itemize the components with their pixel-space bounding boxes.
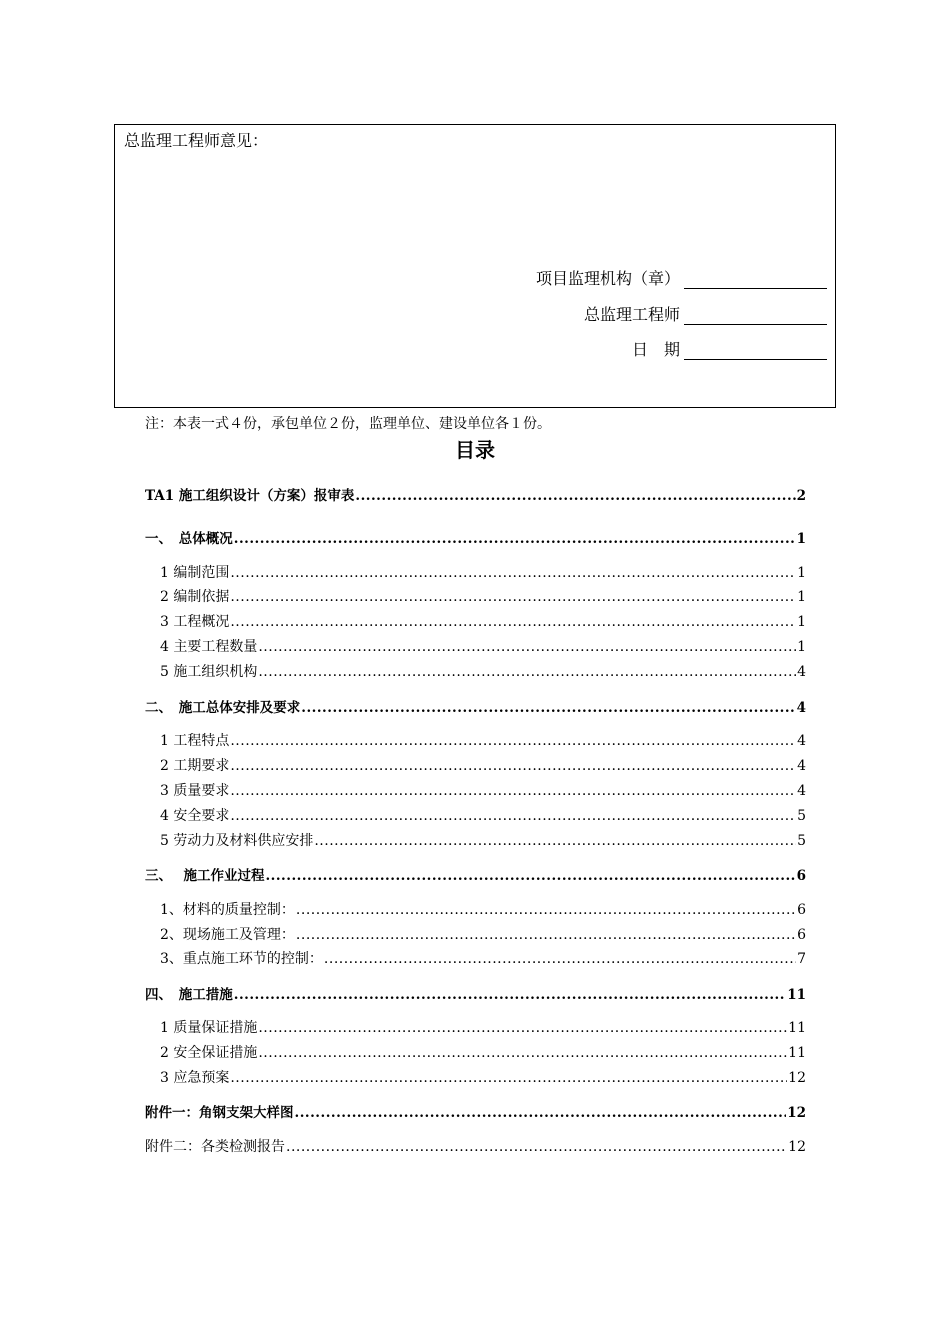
toc-entry[interactable] bbox=[160, 780, 806, 800]
date-label: 日 期 bbox=[631, 340, 680, 359]
toc-page-number: 11 bbox=[788, 1045, 806, 1061]
form-note: 注：本表一式４份，承包单位２份，监理单位、建设单位各１份。 bbox=[145, 416, 551, 432]
toc-leader bbox=[258, 639, 796, 655]
toc-leader bbox=[230, 589, 796, 605]
toc-page-number: 2 bbox=[796, 488, 806, 504]
toc-leader bbox=[314, 833, 796, 849]
toc-page-number: 6 bbox=[797, 902, 806, 918]
toc-page-number: 11 bbox=[787, 987, 806, 1003]
toc-page-number: 5 bbox=[797, 833, 806, 849]
toc-entry[interactable] bbox=[160, 899, 806, 919]
toc-page-number: 6 bbox=[796, 868, 806, 884]
toc-leader bbox=[296, 902, 796, 918]
toc-entry[interactable] bbox=[160, 586, 806, 606]
supervision-org-label: 项目监理机构（章） bbox=[535, 269, 680, 288]
toc-entry[interactable] bbox=[160, 636, 806, 656]
toc-entry[interactable] bbox=[160, 730, 806, 750]
toc-leader bbox=[234, 531, 796, 547]
toc-entry[interactable] bbox=[160, 830, 806, 850]
toc-entry[interactable] bbox=[160, 661, 806, 681]
toc-entry[interactable] bbox=[160, 755, 806, 775]
toc-leader bbox=[301, 700, 795, 716]
toc-entry-label: 3 质量要求 bbox=[160, 783, 230, 799]
toc-page-number: 4 bbox=[796, 700, 806, 716]
toc-entry-label: 1 工程特点 bbox=[160, 733, 230, 749]
toc-entry-label: 4 安全要求 bbox=[160, 808, 230, 824]
chief-engineer-opinion-box bbox=[114, 124, 836, 408]
toc-entry-label: TA1 施工组织设计（方案）报审表 bbox=[145, 488, 355, 504]
toc-page-number: 4 bbox=[797, 783, 806, 799]
toc-page-number: 11 bbox=[788, 1020, 806, 1036]
toc-page-number: 1 bbox=[797, 589, 806, 605]
toc-entry-label: 5 劳动力及材料供应安排 bbox=[160, 833, 314, 849]
toc-entry[interactable] bbox=[160, 1067, 806, 1087]
toc-entry[interactable] bbox=[160, 1042, 806, 1062]
toc-page-number: 12 bbox=[787, 1105, 806, 1121]
toc-entry-label: 附件二：各类检测报告 bbox=[145, 1139, 285, 1155]
toc-entry-label: 1、材料的质量控制： bbox=[160, 902, 295, 918]
opinion-title: 总监理工程师意见： bbox=[124, 131, 269, 150]
toc-entry-label: 3 应急预案 bbox=[160, 1070, 230, 1086]
toc-page-number: 1 bbox=[796, 531, 806, 547]
toc-page-number: 4 bbox=[797, 758, 806, 774]
toc-leader bbox=[355, 488, 795, 504]
toc-entry-label: 一、 总体概况 bbox=[145, 531, 233, 547]
toc-leader bbox=[234, 987, 786, 1003]
toc-page-number: 1 bbox=[797, 639, 806, 655]
toc-entry-label: 1 编制范围 bbox=[160, 565, 230, 581]
toc-leader bbox=[258, 1045, 787, 1061]
toc-entry-label: 2 工期要求 bbox=[160, 758, 230, 774]
toc-entry-label: 四、 施工措施 bbox=[145, 987, 233, 1003]
toc-leader bbox=[230, 733, 796, 749]
toc-entry-label: 1 质量保证措施 bbox=[160, 1020, 258, 1036]
date-blank bbox=[684, 342, 827, 360]
toc-leader bbox=[258, 664, 796, 680]
toc-entry[interactable] bbox=[145, 527, 806, 547]
toc-page-number: 1 bbox=[797, 614, 806, 630]
toc-page-number: 5 bbox=[797, 808, 806, 824]
toc-entry[interactable] bbox=[160, 1017, 806, 1037]
toc-entry-label: 5 施工组织机构 bbox=[160, 664, 258, 680]
toc-entry-label: 附件一：角钢支架大样图 bbox=[145, 1105, 294, 1121]
toc-entry[interactable] bbox=[160, 805, 806, 825]
toc-entry[interactable] bbox=[160, 562, 806, 582]
date-signature bbox=[632, 337, 827, 360]
toc-page-number: 6 bbox=[797, 927, 806, 943]
toc-leader bbox=[286, 1139, 787, 1155]
toc-leader bbox=[230, 565, 796, 581]
toc-entry-label: 3 工程概况 bbox=[160, 614, 230, 630]
toc-page-number: 4 bbox=[797, 733, 806, 749]
toc-page-number: 4 bbox=[797, 664, 806, 680]
toc-entry[interactable] bbox=[145, 1101, 806, 1121]
toc-entry-label: 三、 施工作业过程 bbox=[145, 868, 265, 884]
toc-entry-label: 2 编制依据 bbox=[160, 589, 230, 605]
toc-leader bbox=[230, 783, 796, 799]
chief-engineer-signature bbox=[584, 302, 827, 325]
chief-engineer-label: 总监理工程师 bbox=[583, 305, 680, 324]
toc-leader bbox=[230, 808, 796, 824]
supervision-org-signature bbox=[536, 266, 827, 289]
chief-engineer-blank bbox=[684, 307, 827, 325]
toc-entry-label: 4 主要工程数量 bbox=[160, 639, 258, 655]
toc-entry[interactable] bbox=[145, 484, 806, 504]
toc-entry[interactable] bbox=[145, 864, 806, 884]
toc-page-number: 1 bbox=[797, 565, 806, 581]
toc-entry-label: 2、现场施工及管理： bbox=[160, 927, 295, 943]
supervision-org-blank bbox=[684, 271, 827, 289]
toc-entry[interactable] bbox=[160, 611, 806, 631]
toc-leader bbox=[258, 1020, 787, 1036]
toc-title: 目录 bbox=[455, 438, 495, 462]
toc-entry[interactable] bbox=[145, 696, 806, 716]
toc-leader bbox=[265, 868, 795, 884]
toc-entry-label: 3、重点施工环节的控制： bbox=[160, 951, 323, 967]
toc-page-number: 12 bbox=[788, 1070, 806, 1086]
toc-leader bbox=[230, 1070, 787, 1086]
toc-leader bbox=[230, 758, 796, 774]
toc-leader bbox=[230, 614, 796, 630]
toc-leader bbox=[296, 927, 796, 943]
toc-page-number: 12 bbox=[788, 1139, 806, 1155]
toc-entry[interactable] bbox=[145, 1136, 806, 1156]
toc-entry-label: 2 安全保证措施 bbox=[160, 1045, 258, 1061]
toc-leader bbox=[295, 1105, 787, 1121]
toc-leader bbox=[324, 951, 796, 967]
toc-entry[interactable] bbox=[160, 924, 806, 944]
toc-page-number: 7 bbox=[797, 951, 806, 967]
toc-entry[interactable] bbox=[160, 948, 806, 968]
toc-entry[interactable] bbox=[145, 983, 806, 1003]
toc-entry-label: 二、 施工总体安排及要求 bbox=[145, 700, 301, 716]
